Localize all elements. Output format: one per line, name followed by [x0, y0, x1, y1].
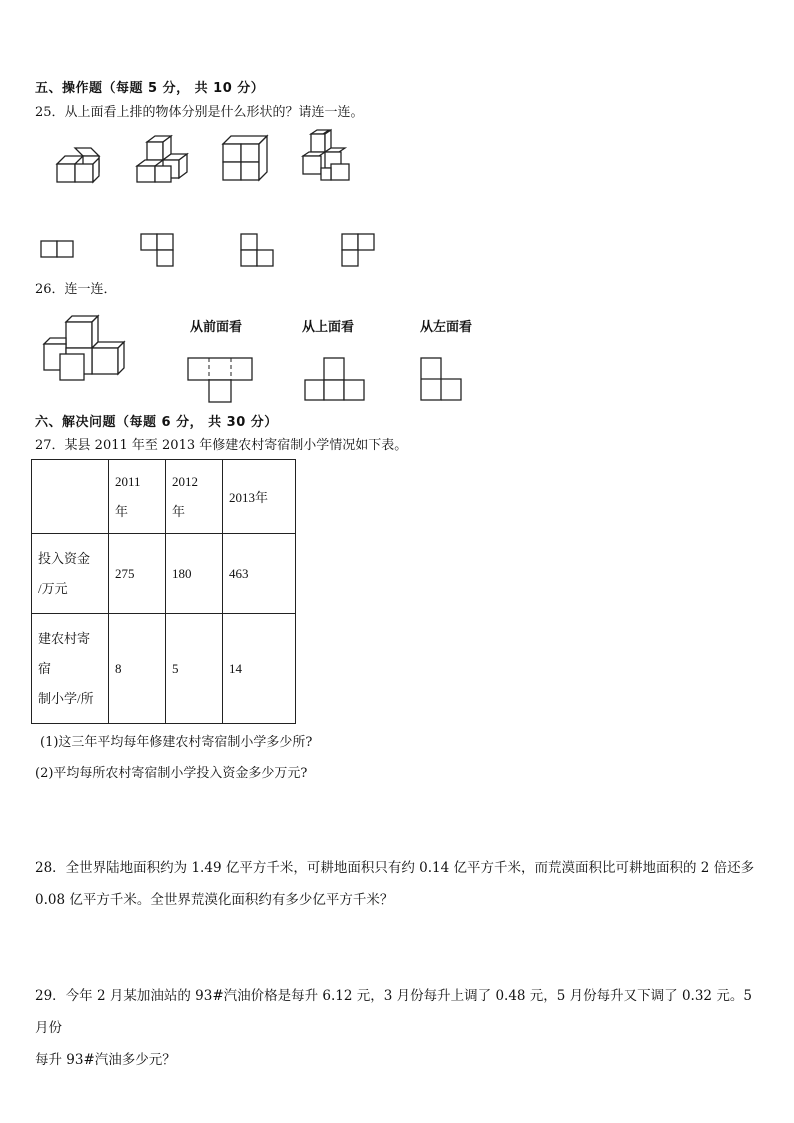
q29-line2: 每升 93#汽油多少元？: [35, 1052, 176, 1068]
table-header-2012: [166, 460, 223, 534]
q26-label-front: 从前面看: [190, 320, 243, 335]
q29-line1: 29．今年 2 月某加油站的 93#汽油价格是每升 6.12 元，3 月份每升上调了 0.48 元，5 月份每升又下调了 0.32 元。5 月份: [35, 988, 752, 1036]
q28-block: [35, 852, 765, 916]
row-label-line: /万元: [38, 580, 68, 596]
q25-view-4: [341, 233, 381, 273]
table-corner-cell: [32, 460, 109, 534]
q25-view-1: [40, 240, 76, 262]
q26-label-top: 从上面看: [302, 320, 355, 335]
q26-text: 26．连一连．: [35, 282, 117, 297]
q26-label-left: 从左面看: [420, 320, 473, 335]
q25-solid-c: [221, 134, 273, 186]
row-label-line: 投入资金: [38, 550, 91, 566]
q25-view-2: [140, 233, 180, 273]
table-cell: 14: [223, 614, 296, 724]
q26-view-left: [420, 357, 466, 403]
table-header-2011: [109, 460, 166, 534]
table-header-row: [32, 460, 296, 534]
q25-solid-d: [299, 128, 357, 186]
q25-text: 25．从上面看上排的物体分别是什么形状的？请连一连。: [35, 105, 364, 120]
header-2011-line1: 2011: [115, 473, 141, 489]
section5-heading: 五、操作题（每题 5 分， 共 10 分）: [35, 81, 265, 96]
q27-sub1: (1)这三年平均每年修建农村寄宿制小学多少所?: [40, 735, 313, 750]
table-cell: 463: [223, 534, 296, 614]
section6-heading: 六、解决问题（每题 6 分， 共 30 分）: [35, 415, 278, 430]
row-label-line: 宿: [38, 660, 52, 676]
q28-line2: 0.08 亿平方千米。全世界荒漠化面积约有多少亿平方千米？: [35, 892, 394, 908]
q26-view-top: [304, 357, 368, 403]
q25-view-3: [240, 233, 280, 273]
q27-table: [31, 459, 296, 724]
header-2011-line2: 年: [115, 503, 129, 519]
row-label-schools: [32, 614, 109, 724]
table-cell: 5: [166, 614, 223, 724]
q27-sub2: (2)平均每所农村寄宿制小学投入资金多少万元?: [35, 766, 308, 781]
header-2012-line2: 年: [172, 503, 186, 519]
q25-solid-a: [55, 146, 105, 186]
table-cell: 8: [109, 614, 166, 724]
table-row: [32, 534, 296, 614]
table-row: [32, 614, 296, 724]
table-cell: 180: [166, 534, 223, 614]
q25-solid-b: [135, 134, 190, 186]
header-2012-line1: 2012: [172, 473, 198, 489]
row-label-line: 制小学/所: [38, 690, 94, 706]
q29-block: [35, 980, 765, 1076]
q26-view-front: [187, 357, 255, 403]
q27-text: 27．某县 2011 年至 2013 年修建农村寄宿制小学情况如下表。: [35, 438, 408, 453]
row-label-line: 建农村寄: [38, 630, 91, 646]
q26-solid: [42, 314, 128, 384]
table-cell: 275: [109, 534, 166, 614]
table-header-2013: 2013年: [223, 460, 296, 534]
q28-line1: 28．全世界陆地面积约为 1.49 亿平方千米，可耕地面积只有约 0.14 亿平方千米，而荒漠面积比可耕地面积的 2 倍还多: [35, 860, 755, 876]
row-label-investment: [32, 534, 109, 614]
